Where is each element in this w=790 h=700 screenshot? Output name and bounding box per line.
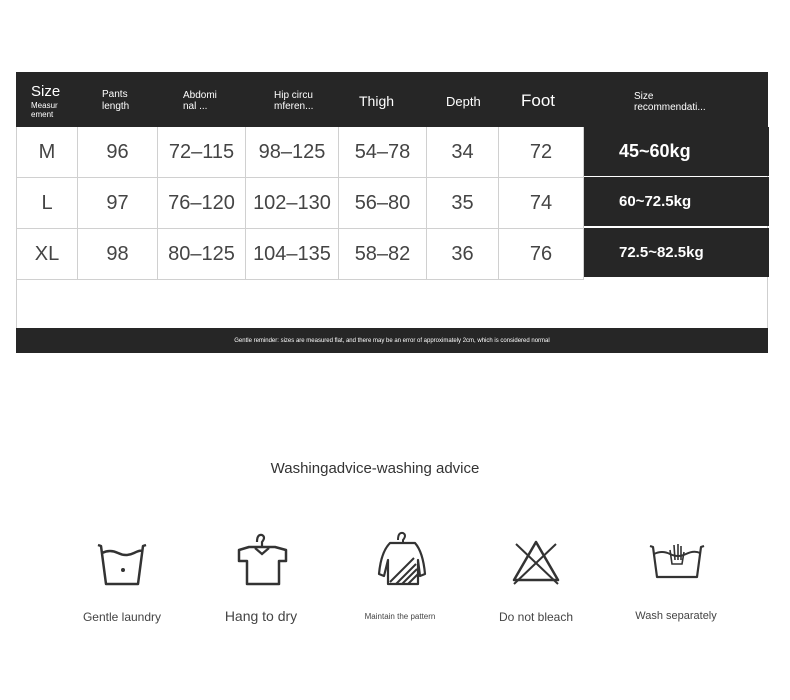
cell-depth: 35: [427, 178, 499, 229]
wash-item-wash-separately: [606, 530, 746, 622]
table-row: [17, 127, 584, 178]
size-chart-body: [16, 127, 768, 328]
cell-abdominal: 76–120: [158, 178, 246, 229]
cell-hip: 104–135: [246, 229, 339, 280]
wash-label: Hang to dry: [224, 608, 298, 624]
cell-depth: 34: [427, 127, 499, 178]
cell-thigh: 56–80: [339, 178, 427, 229]
cell-size-recommendation: 60~72.5kg: [584, 177, 769, 226]
header-depth: Depth: [446, 94, 481, 109]
table-row: [17, 178, 584, 229]
hang-to-dry-icon: [231, 530, 291, 590]
cell-size-recommendation: 72.5~82.5kg: [584, 228, 769, 277]
wash-label: Wash separately: [635, 610, 717, 622]
wash-label: Gentle laundry: [82, 610, 162, 624]
cell-hip: 102–130: [246, 178, 339, 229]
cell-foot: 72: [499, 127, 584, 178]
cell-abdominal: 80–125: [158, 229, 246, 280]
header-hip-circumference: Hip circu mferen...: [274, 90, 314, 112]
cell-foot: 76: [499, 229, 584, 280]
cell-size: L: [17, 178, 78, 229]
header-foot: Foot: [521, 91, 556, 110]
wash-item-do-not-bleach: [466, 530, 606, 624]
header-abdominal: Abdomi nal ...: [183, 90, 217, 112]
cell-size-recommendation: 45~60kg: [584, 127, 769, 176]
washing-title: Washingadvice-washing advice: [270, 460, 480, 477]
header-size-recommendation: Size recommendati...: [634, 91, 706, 113]
table-row: [17, 229, 584, 280]
cell-foot: 74: [499, 178, 584, 229]
header-pants-length: Pants length: [102, 89, 130, 112]
wash-item-gentle-laundry: [52, 530, 192, 624]
size-chart: [16, 72, 768, 353]
wash-separately-icon: [646, 530, 706, 590]
cell-hip: 98–125: [246, 127, 339, 178]
cell-size: M: [17, 127, 78, 178]
wash-label: Maintain the pattern: [364, 612, 436, 621]
cell-thigh: 54–78: [339, 127, 427, 178]
do-not-bleach-icon: [506, 530, 566, 590]
maintain-pattern-icon: [370, 530, 430, 590]
cell-size: XL: [17, 229, 78, 280]
wash-label: Do not bleach: [498, 610, 574, 624]
cell-depth: 36: [427, 229, 499, 280]
cell-pants-length: 96: [78, 127, 158, 178]
header-thigh: Thigh: [359, 93, 395, 109]
cell-abdominal: 72–115: [158, 127, 246, 178]
cell-thigh: 58–82: [339, 229, 427, 280]
size-chart-header: [16, 72, 768, 127]
cell-pants-length: 98: [78, 229, 158, 280]
cell-pants-length: 97: [78, 178, 158, 229]
header-size: Size Measur ement: [31, 83, 61, 119]
size-reminder: Gentle reminder: sizes are measured flat, and there may be an error of approximately 2cm, which is considered normal: [16, 328, 768, 353]
gentle-laundry-icon: [92, 530, 152, 590]
wash-item-maintain-pattern: [330, 530, 470, 621]
wash-item-hang-to-dry: [191, 530, 331, 624]
